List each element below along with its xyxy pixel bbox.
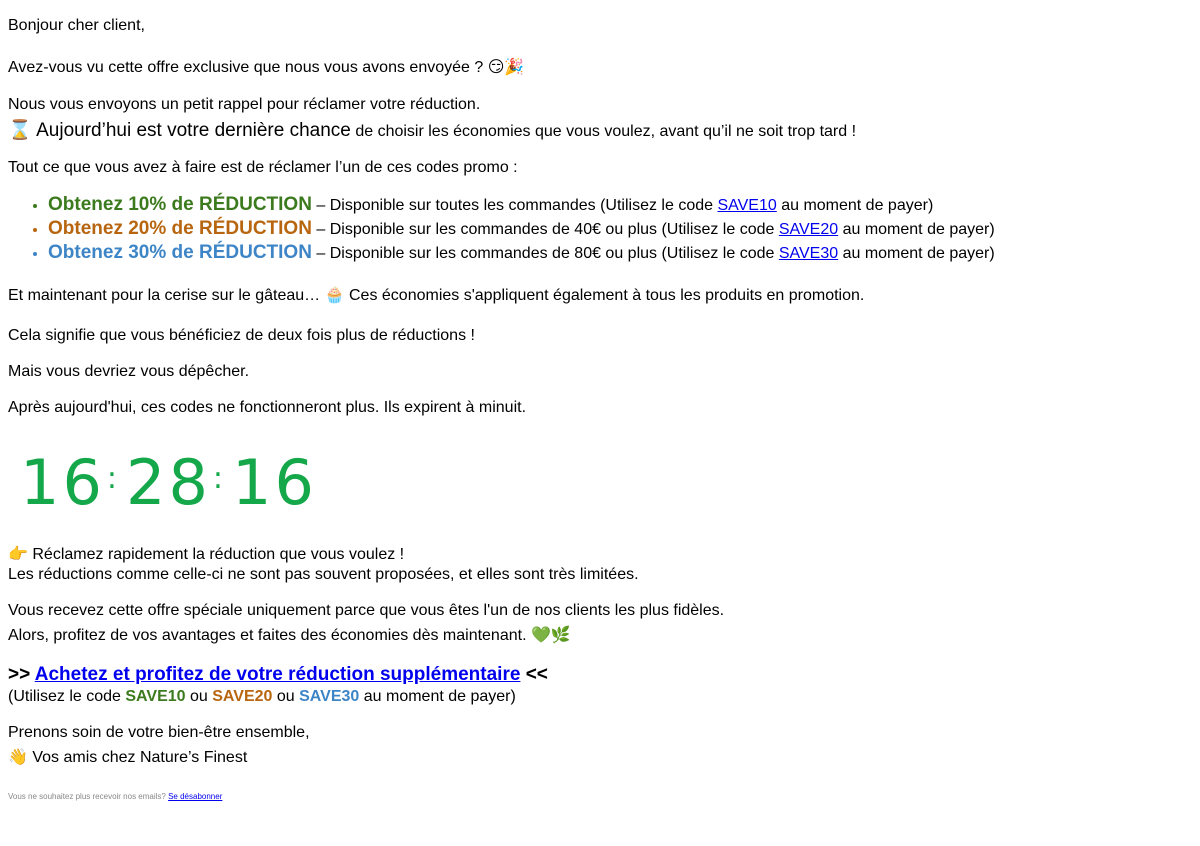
smirk-party-emoji: 😏🎉	[487, 57, 525, 76]
offer-tail: au moment de payer)	[776, 197, 934, 214]
last-chance-rest: de choisir les économies que vous voulez, avant qu’il ne soit trop tard !	[350, 123, 857, 140]
cta-line	[8, 664, 548, 686]
code-link-save30[interactable]: SAVE30	[778, 245, 839, 262]
offer-desc: – Disponible sur les commandes de 40€ ou plus (Utilisez le code	[311, 221, 779, 238]
offer-title: Obtenez 20% de RÉDUCTION	[48, 218, 312, 239]
offer-desc: – Disponible sur toutes les commandes (Utilisez le code	[311, 197, 718, 214]
signoff-line-2	[8, 747, 247, 767]
code-link-save20[interactable]: SAVE20	[778, 221, 839, 238]
intro-text: Avez-vous vu cette offre exclusive que nous vous avons envoyée ?	[8, 59, 484, 76]
hourglass-icon: ⌛	[8, 119, 32, 141]
cherry-line	[8, 285, 864, 305]
footer-text: Vous ne souhaitez plus recevoir nos emails?	[8, 792, 169, 801]
cta-suffix: <<	[520, 664, 548, 685]
cta-note-after: au moment de payer)	[359, 688, 516, 705]
pointing-hand-icon: 👉	[8, 544, 28, 563]
loyal-text: Alors, profitez de vos avantages et faites des économies dès maintenant.	[8, 627, 527, 644]
code-link-save10[interactable]: SAVE10	[717, 197, 777, 214]
cta-or: ou	[185, 688, 213, 705]
code-save30: SAVE30	[299, 688, 360, 705]
cta-or: ou	[272, 688, 300, 705]
code-save10: SAVE10	[125, 688, 186, 705]
cta-note-before: (Utilisez le code	[8, 688, 126, 705]
claim-text: Réclamez rapidement la réduction que vous voulez !	[27, 546, 405, 563]
countdown-separator: :	[212, 461, 227, 496]
signoff-name: Vos amis chez Nature’s Finest	[27, 749, 248, 766]
offer-item-30	[48, 241, 995, 265]
last-chance-line	[8, 118, 856, 142]
countdown-separator: :	[106, 461, 121, 496]
countdown-seconds: 16	[232, 446, 317, 519]
countdown-hours: 16	[20, 446, 105, 519]
intro-line	[8, 57, 524, 77]
code-save20: SAVE20	[212, 688, 273, 705]
claim-note: Les réductions comme celle-ci ne sont pas souvent proposées, et elles sont très limitées.	[8, 566, 639, 583]
offer-desc: – Disponible sur les commandes de 80€ ou plus (Utilisez le code	[311, 245, 779, 262]
loyal-line-2	[8, 625, 571, 645]
codes-intro: Tout ce que vous avez à faire est de réclamer l’un de ces codes promo :	[8, 159, 518, 176]
double-line: Cela signifie que vous bénéficiez de deux fois plus de réductions !	[8, 327, 475, 344]
expire-line: Après aujourd'hui, ces codes ne fonctionneront plus. Ils expirent à minuit.	[8, 399, 527, 416]
loyal-line: Vous recevez cette offre spéciale uniquement parce que vous êtes l'un de nos clients les plus fidèles.	[8, 602, 725, 619]
cta-prefix: >>	[8, 664, 35, 685]
cupcake-icon: 🧁	[324, 285, 345, 304]
shop-discount-link[interactable]: Achetez et profitez de votre réduction supplémentaire	[34, 664, 521, 685]
unsubscribe-link[interactable]: Se désabonner	[168, 792, 223, 801]
waving-hand-icon: 👋	[8, 747, 28, 766]
last-chance-highlight: Aujourd’hui est votre dernière chance	[36, 120, 351, 141]
cta-note	[8, 688, 516, 706]
claim-line	[8, 544, 404, 564]
offer-tail: au moment de payer)	[838, 245, 995, 262]
offer-list	[8, 193, 995, 265]
offer-item-10	[48, 193, 995, 217]
countdown-minutes: 28	[126, 446, 211, 519]
cherry-after: Ces économies s'appliquent également à tous les produits en promotion.	[344, 287, 865, 304]
offer-title: Obtenez 10% de RÉDUCTION	[48, 194, 312, 215]
countdown-timer	[20, 446, 317, 519]
heart-leaf-icon: 💚🌿	[530, 625, 571, 644]
cherry-before: Et maintenant pour la cerise sur le gâteau…	[8, 287, 321, 304]
offer-item-20	[48, 217, 995, 241]
hurry-line: Mais vous devriez vous dépêcher.	[8, 363, 250, 380]
signoff-line: Prenons soin de votre bien-être ensemble,	[8, 724, 310, 741]
offer-title: Obtenez 30% de RÉDUCTION	[48, 242, 312, 263]
greeting: Bonjour cher client,	[8, 17, 145, 34]
footer	[8, 792, 222, 801]
reminder-line: Nous vous envoyons un petit rappel pour réclamer votre réduction.	[8, 96, 481, 113]
offer-tail: au moment de payer)	[838, 221, 995, 238]
